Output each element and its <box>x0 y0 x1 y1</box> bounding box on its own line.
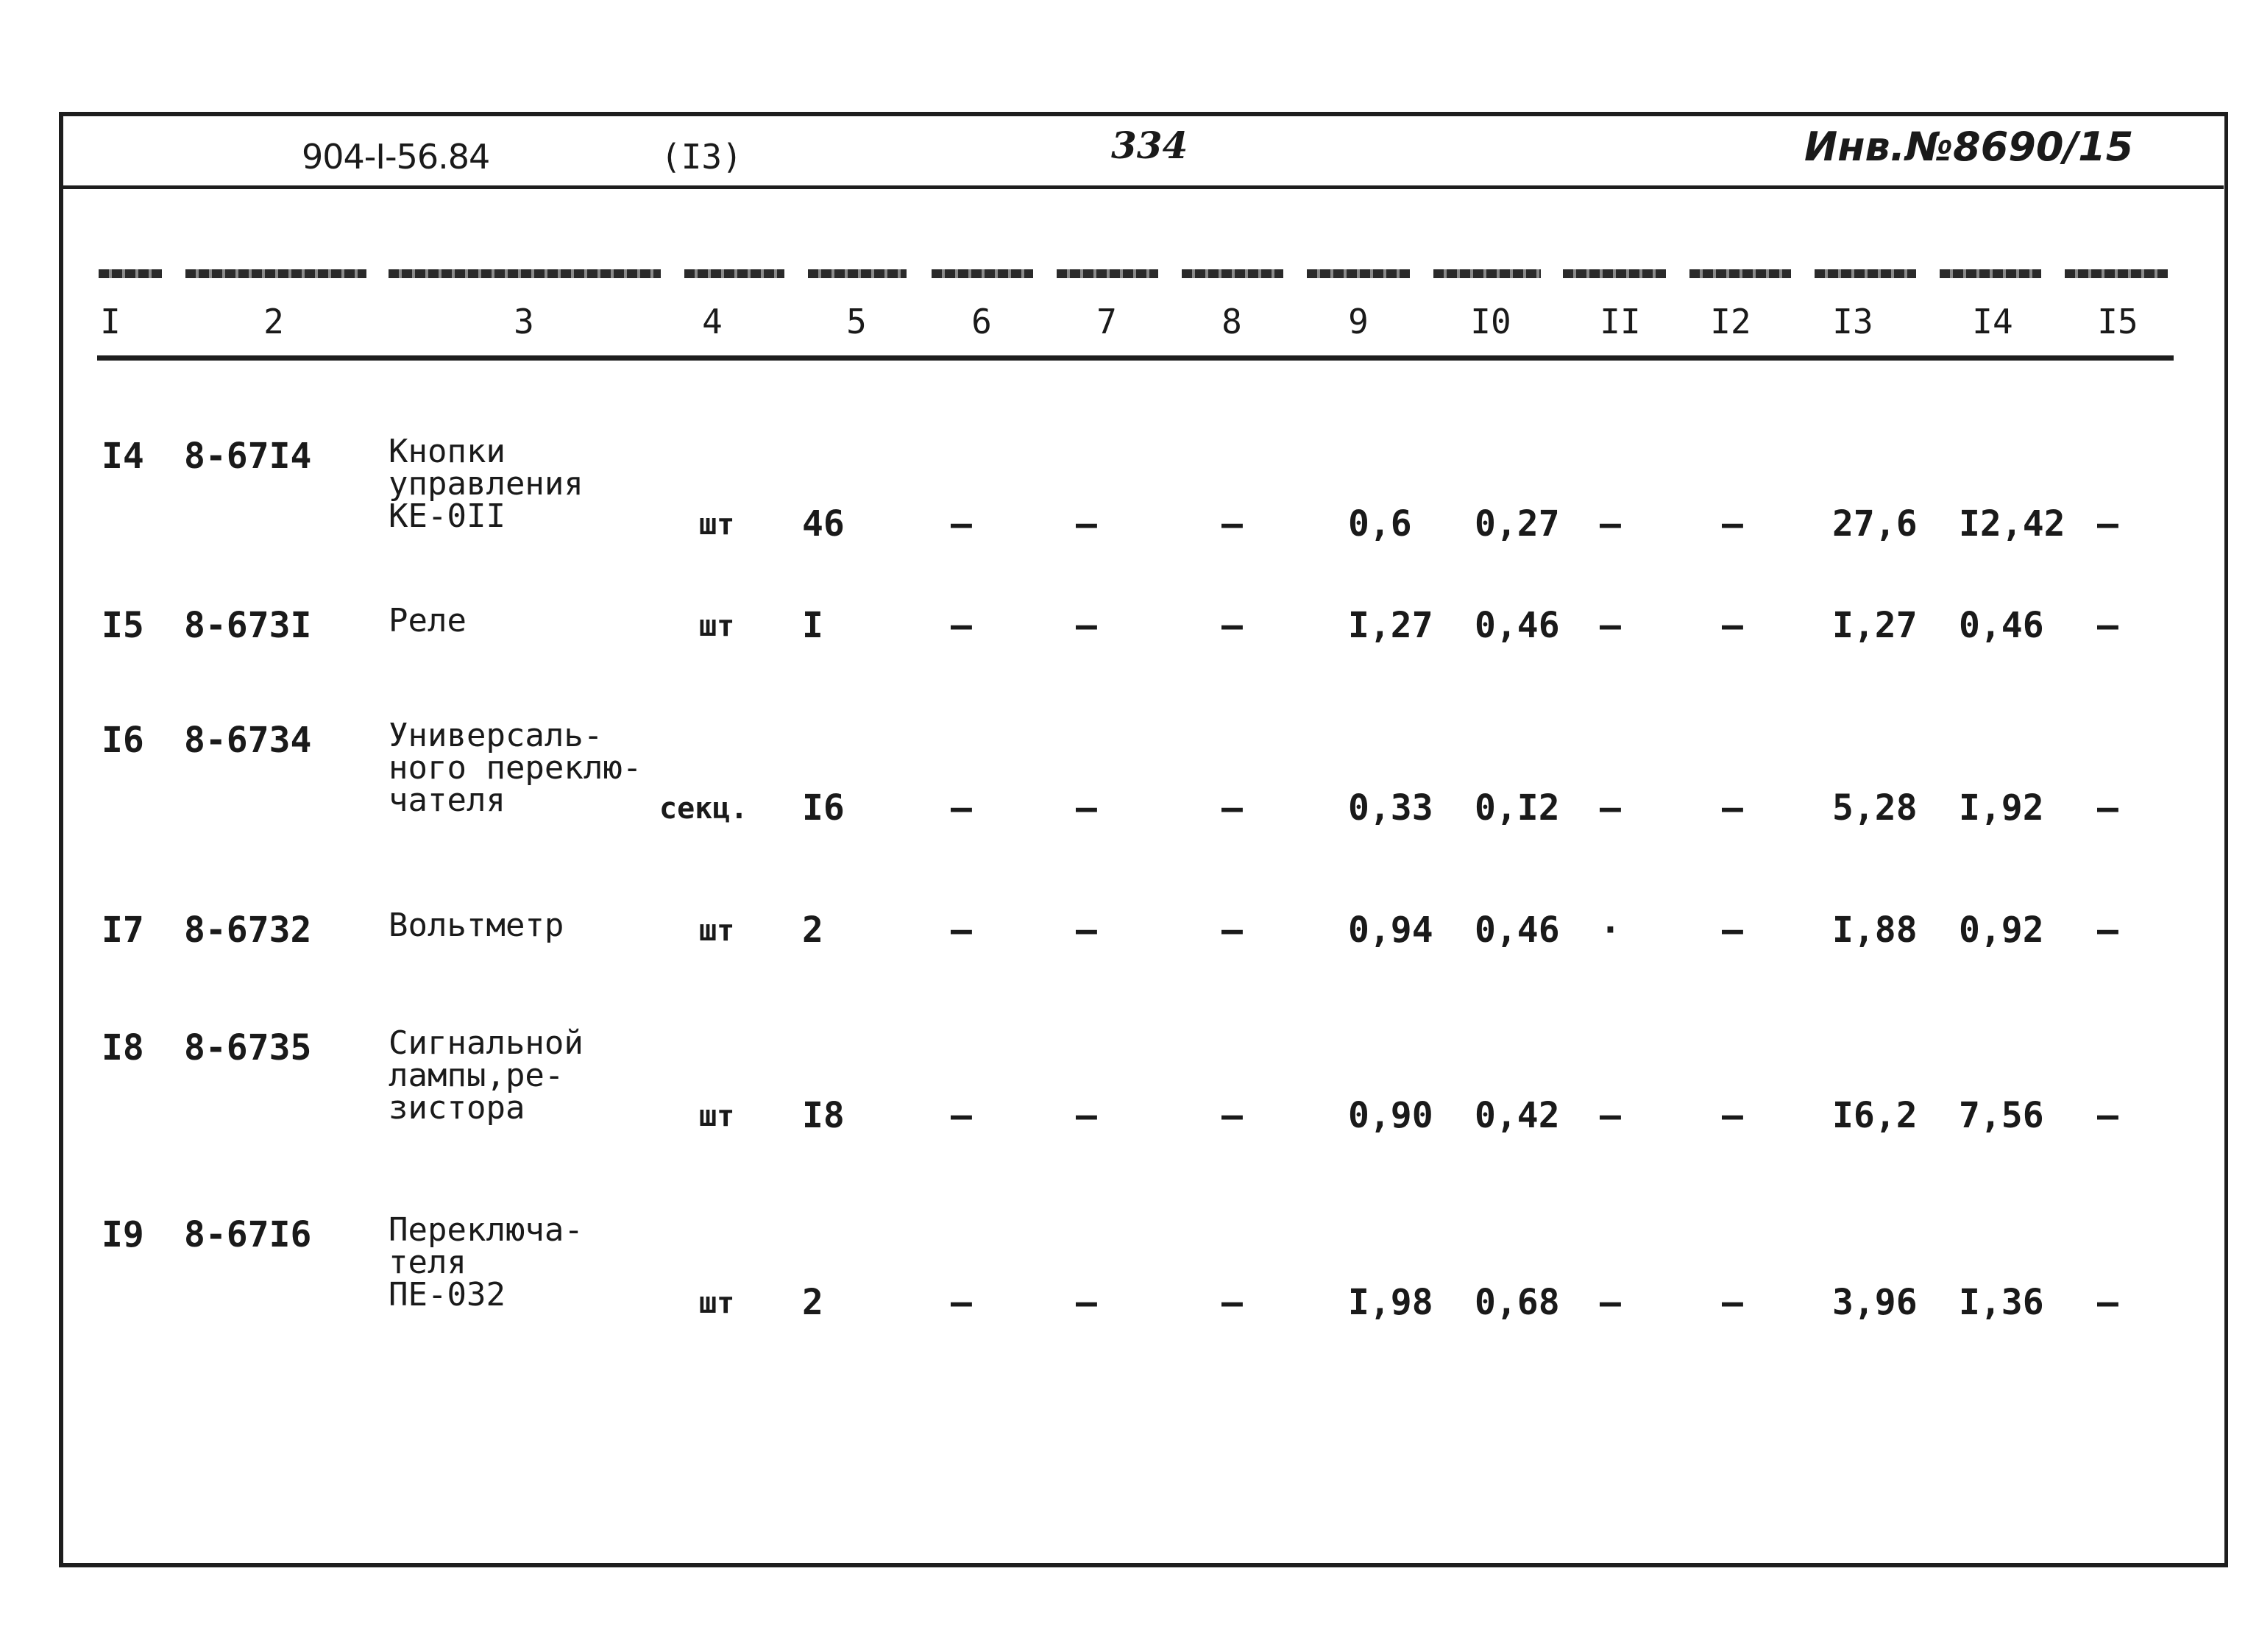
col-12-value: – <box>1722 910 1743 951</box>
col-7-value: – <box>1076 1282 1097 1323</box>
col-9-value: 0,90 <box>1348 1095 1433 1136</box>
item-name-line: ПЕ-032 <box>389 1276 506 1314</box>
column-header-dash <box>1057 269 1158 278</box>
rate-code: 8-6735 <box>184 1027 312 1068</box>
col-12-value: – <box>1722 1282 1743 1323</box>
item-name-line: Вольтметр <box>389 907 564 944</box>
item-name <box>389 907 564 944</box>
item-name <box>389 1211 584 1314</box>
unit-of-measure: шт <box>699 508 735 542</box>
col-14-value: 0,46 <box>1959 605 2044 646</box>
column-number: I0 <box>1470 302 1511 341</box>
page-number: 334 <box>1111 124 1188 167</box>
col-11-value: – <box>1600 503 1621 545</box>
col-14-value: 0,92 <box>1959 910 2044 951</box>
col-11-value: – <box>1600 1282 1621 1323</box>
item-name-line: чателя <box>389 781 506 819</box>
column-header-dash <box>932 269 1033 278</box>
col-7-value: – <box>1076 503 1097 545</box>
item-name-line: теля <box>389 1244 467 1281</box>
item-name-line: Реле <box>389 602 467 639</box>
col-9-value: I,98 <box>1348 1282 1433 1323</box>
row-number: I9 <box>102 1214 144 1255</box>
col-8-value: – <box>1221 503 1243 545</box>
col-9-value: 0,33 <box>1348 787 1433 829</box>
rate-code: 8-67I4 <box>184 436 312 477</box>
unit-of-measure: шт <box>699 609 735 643</box>
col-7-value: – <box>1076 605 1097 646</box>
rate-code: 8-6732 <box>184 910 312 951</box>
col-15-value: – <box>2097 910 2118 951</box>
col-15-value: – <box>2097 787 2118 829</box>
quantity: 2 <box>802 1282 823 1323</box>
unit-of-measure: шт <box>699 1286 735 1320</box>
col-11-value: – <box>1600 605 1621 646</box>
col-11-value: · <box>1600 910 1621 951</box>
rate-code: 8-6734 <box>184 720 312 761</box>
item-name-line: Кнопки <box>389 433 506 470</box>
col-11-value: – <box>1600 787 1621 829</box>
col-10-value: 0,27 <box>1475 503 1560 545</box>
col-6-value: – <box>951 787 972 829</box>
column-number: 4 <box>702 302 723 341</box>
quantity: 2 <box>802 910 823 951</box>
column-number: 9 <box>1348 302 1369 341</box>
item-name-line: Сигнальной <box>389 1024 584 1062</box>
col-14-value: 7,56 <box>1959 1095 2044 1136</box>
column-header-dash <box>1689 269 1791 278</box>
col-14-value: I,92 <box>1959 787 2044 829</box>
item-name <box>389 602 467 639</box>
col-13-value: 27,6 <box>1832 503 1918 545</box>
column-header-dash <box>1563 269 1666 278</box>
section-number: (I3) <box>661 137 742 177</box>
column-number: 6 <box>971 302 992 341</box>
col-15-value: – <box>2097 605 2118 646</box>
col-14-value: I,36 <box>1959 1282 2044 1323</box>
col-11-value: – <box>1600 1095 1621 1136</box>
row-number: I5 <box>102 605 144 646</box>
col-12-value: – <box>1722 605 1743 646</box>
column-header-dash <box>1815 269 1916 278</box>
col-13-value: I,88 <box>1832 910 1918 951</box>
col-8-value: – <box>1221 787 1243 829</box>
col-6-value: – <box>951 910 972 951</box>
col-15-value: – <box>2097 1095 2118 1136</box>
col-14-value: I2,42 <box>1959 503 2065 545</box>
col-13-value: 5,28 <box>1832 787 1918 829</box>
column-number: I3 <box>1832 302 1873 341</box>
column-header-dash <box>1307 269 1410 278</box>
col-10-value: 0,46 <box>1475 910 1560 951</box>
col-7-value: – <box>1076 910 1097 951</box>
quantity: I6 <box>802 787 845 829</box>
column-number: 5 <box>846 302 867 341</box>
item-name-line: Переключа- <box>389 1211 584 1249</box>
column-header-dash <box>684 269 784 278</box>
column-number: 8 <box>1221 302 1242 341</box>
column-header-rule <box>97 355 2174 361</box>
col-12-value: – <box>1722 503 1743 545</box>
item-name <box>389 433 584 535</box>
item-name-line: КЕ-0II <box>389 497 506 535</box>
rate-code: 8-67I6 <box>184 1214 312 1255</box>
column-header-dash <box>808 269 907 278</box>
col-12-value: – <box>1722 787 1743 829</box>
column-number: I <box>100 302 121 341</box>
col-13-value: I,27 <box>1832 605 1918 646</box>
col-8-value: – <box>1221 910 1243 951</box>
row-number: I4 <box>102 436 144 477</box>
col-9-value: 0,6 <box>1348 503 1412 545</box>
col-10-value: 0,46 <box>1475 605 1560 646</box>
quantity: I <box>802 605 823 646</box>
col-9-value: 0,94 <box>1348 910 1433 951</box>
column-header-dash <box>1940 269 2041 278</box>
column-header-dash <box>389 269 661 278</box>
col-6-value: – <box>951 1282 972 1323</box>
col-8-value: – <box>1221 1282 1243 1323</box>
row-number: I7 <box>102 910 144 951</box>
col-7-value: – <box>1076 1095 1097 1136</box>
rate-code: 8-673I <box>184 605 312 646</box>
col-13-value: I6,2 <box>1832 1095 1918 1136</box>
unit-of-measure: шт <box>699 1099 735 1133</box>
col-6-value: – <box>951 1095 972 1136</box>
col-15-value: – <box>2097 503 2118 545</box>
column-header-dash <box>185 269 366 278</box>
quantity: I8 <box>802 1095 845 1136</box>
col-8-value: – <box>1221 1095 1243 1136</box>
column-number: 7 <box>1096 302 1117 341</box>
item-name-line: ного переклю- <box>389 749 642 787</box>
column-number: 3 <box>514 302 534 341</box>
unit-of-measure: шт <box>699 914 735 948</box>
col-8-value: – <box>1221 605 1243 646</box>
row-number: I8 <box>102 1027 144 1068</box>
document-code: 904-I-56.84 <box>302 137 490 177</box>
column-header-dash <box>99 269 162 278</box>
column-number: 2 <box>263 302 284 341</box>
col-6-value: – <box>951 503 972 545</box>
col-13-value: 3,96 <box>1832 1282 1918 1323</box>
col-12-value: – <box>1722 1095 1743 1136</box>
col-10-value: 0,42 <box>1475 1095 1560 1136</box>
unit-of-measure: секц. <box>659 792 748 826</box>
col-7-value: – <box>1076 787 1097 829</box>
quantity: 46 <box>802 503 845 545</box>
item-name-line: зистора <box>389 1089 525 1127</box>
col-10-value: 0,68 <box>1475 1282 1560 1323</box>
row-number: I6 <box>102 720 144 761</box>
column-header-dash <box>1182 269 1283 278</box>
col-6-value: – <box>951 605 972 646</box>
col-15-value: – <box>2097 1282 2118 1323</box>
item-name-line: управления <box>389 465 584 503</box>
header-divider <box>60 185 2224 189</box>
column-number: II <box>1600 302 1641 341</box>
item-name-line: лампы,ре- <box>389 1057 564 1094</box>
column-number: I4 <box>1972 302 2013 341</box>
column-header-dash <box>1433 269 1541 278</box>
item-name <box>389 1024 584 1127</box>
column-number: I2 <box>1710 302 1751 341</box>
col-10-value: 0,I2 <box>1475 787 1560 829</box>
item-name-line: Универсаль- <box>389 717 603 754</box>
item-name <box>389 717 642 819</box>
column-number: I5 <box>2097 302 2138 341</box>
column-header-dash <box>2065 269 2168 278</box>
inventory-number: Инв.№8690/15 <box>1804 124 2134 170</box>
col-9-value: I,27 <box>1348 605 1433 646</box>
